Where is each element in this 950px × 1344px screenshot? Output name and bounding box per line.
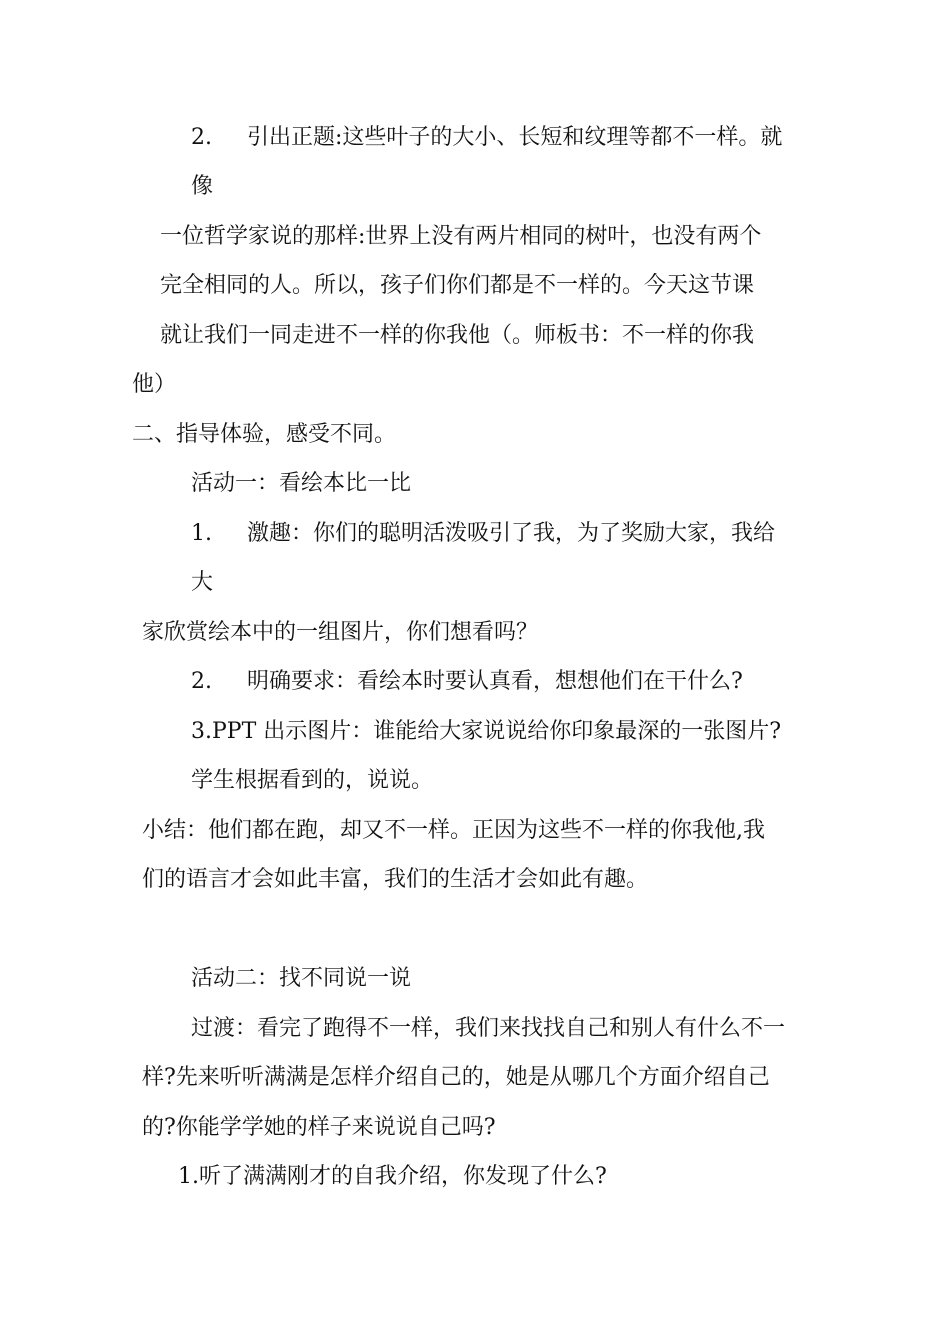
- line-text: 学生根据看到的，说说。: [191, 768, 434, 793]
- line-text: 活动一：看绘本比一比: [191, 471, 412, 496]
- line-text: PPT 出示图片：谁能给大家说说给你印象最深的一张图片?: [212, 719, 782, 744]
- line-text: 们的语言才会如此丰富，我们的生活才会如此有趣。: [142, 867, 649, 892]
- paragraph-line: [191, 123, 782, 153]
- list-number: 2.: [191, 669, 212, 694]
- line-text: 小结：他们都在跑，却又不一样。正因为这些不一样的你我他,我: [142, 818, 765, 843]
- line-text: 活动二：找不同说一说: [191, 966, 412, 991]
- activity-heading: [191, 964, 411, 994]
- paragraph-line: [160, 222, 761, 252]
- line-text: 像: [191, 174, 214, 199]
- paragraph-line: [178, 1162, 607, 1192]
- paragraph-line: [191, 519, 775, 549]
- paragraph-line: [142, 618, 538, 648]
- line-text: 他）: [132, 372, 177, 397]
- summary-line: [142, 816, 765, 846]
- paragraph-line: [191, 568, 213, 598]
- line-text: 引出正题:这些叶子的大小、长短和纹理等都不一样。就: [247, 125, 783, 150]
- line-text: 一位哲学家说的那样:世界上没有两片相同的树叶，也没有两个: [160, 224, 762, 249]
- activity-heading: [191, 469, 411, 499]
- paragraph-line: [160, 321, 754, 351]
- paragraph-line: [191, 717, 781, 747]
- line-text: 明确要求：看绘本时要认真看，想想他们在干什么?: [247, 669, 743, 694]
- list-number: 2.: [191, 125, 212, 150]
- paragraph-line: [191, 172, 213, 202]
- line-text: 完全相同的人。所以，孩子们你们都是不一样的。今天这节课: [160, 273, 755, 298]
- line-text: 就让我们一同走进不一样的你我他（。师板书：不一样的你我: [160, 323, 755, 348]
- paragraph-line: [191, 667, 743, 697]
- paragraph-line: [191, 766, 433, 796]
- section-heading: [132, 420, 396, 450]
- line-text: 的?你能学学她的样子来说说自己吗?: [142, 1115, 496, 1140]
- paragraph-line: [142, 1113, 496, 1143]
- list-number: 1.: [191, 521, 212, 546]
- paragraph-line: [160, 271, 754, 301]
- line-text: 大: [191, 570, 214, 595]
- summary-line: [142, 865, 648, 895]
- line-text: 听了满满刚才的自我介绍，你发现了什么?: [199, 1164, 607, 1189]
- paragraph-line: [132, 370, 176, 400]
- line-text: 过渡：看完了跑得不一样，我们来找找自己和别人有什么不一: [191, 1016, 786, 1041]
- list-number: 3.: [191, 719, 212, 744]
- line-text: 家欣赏绘本中的一组图片，你们想看吗？: [142, 620, 539, 645]
- line-text: 样?先来听听满满是怎样介绍自己的，她是从哪几个方面介绍自己: [142, 1065, 770, 1090]
- line-text: 激趣：你们的聪明活泼吸引了我，为了奖励大家，我给: [247, 521, 776, 546]
- paragraph-line: [142, 1063, 770, 1093]
- line-text: 二、指导体验，感受不同。: [132, 422, 397, 447]
- list-number: 1.: [178, 1164, 199, 1189]
- paragraph-line: [191, 1014, 785, 1044]
